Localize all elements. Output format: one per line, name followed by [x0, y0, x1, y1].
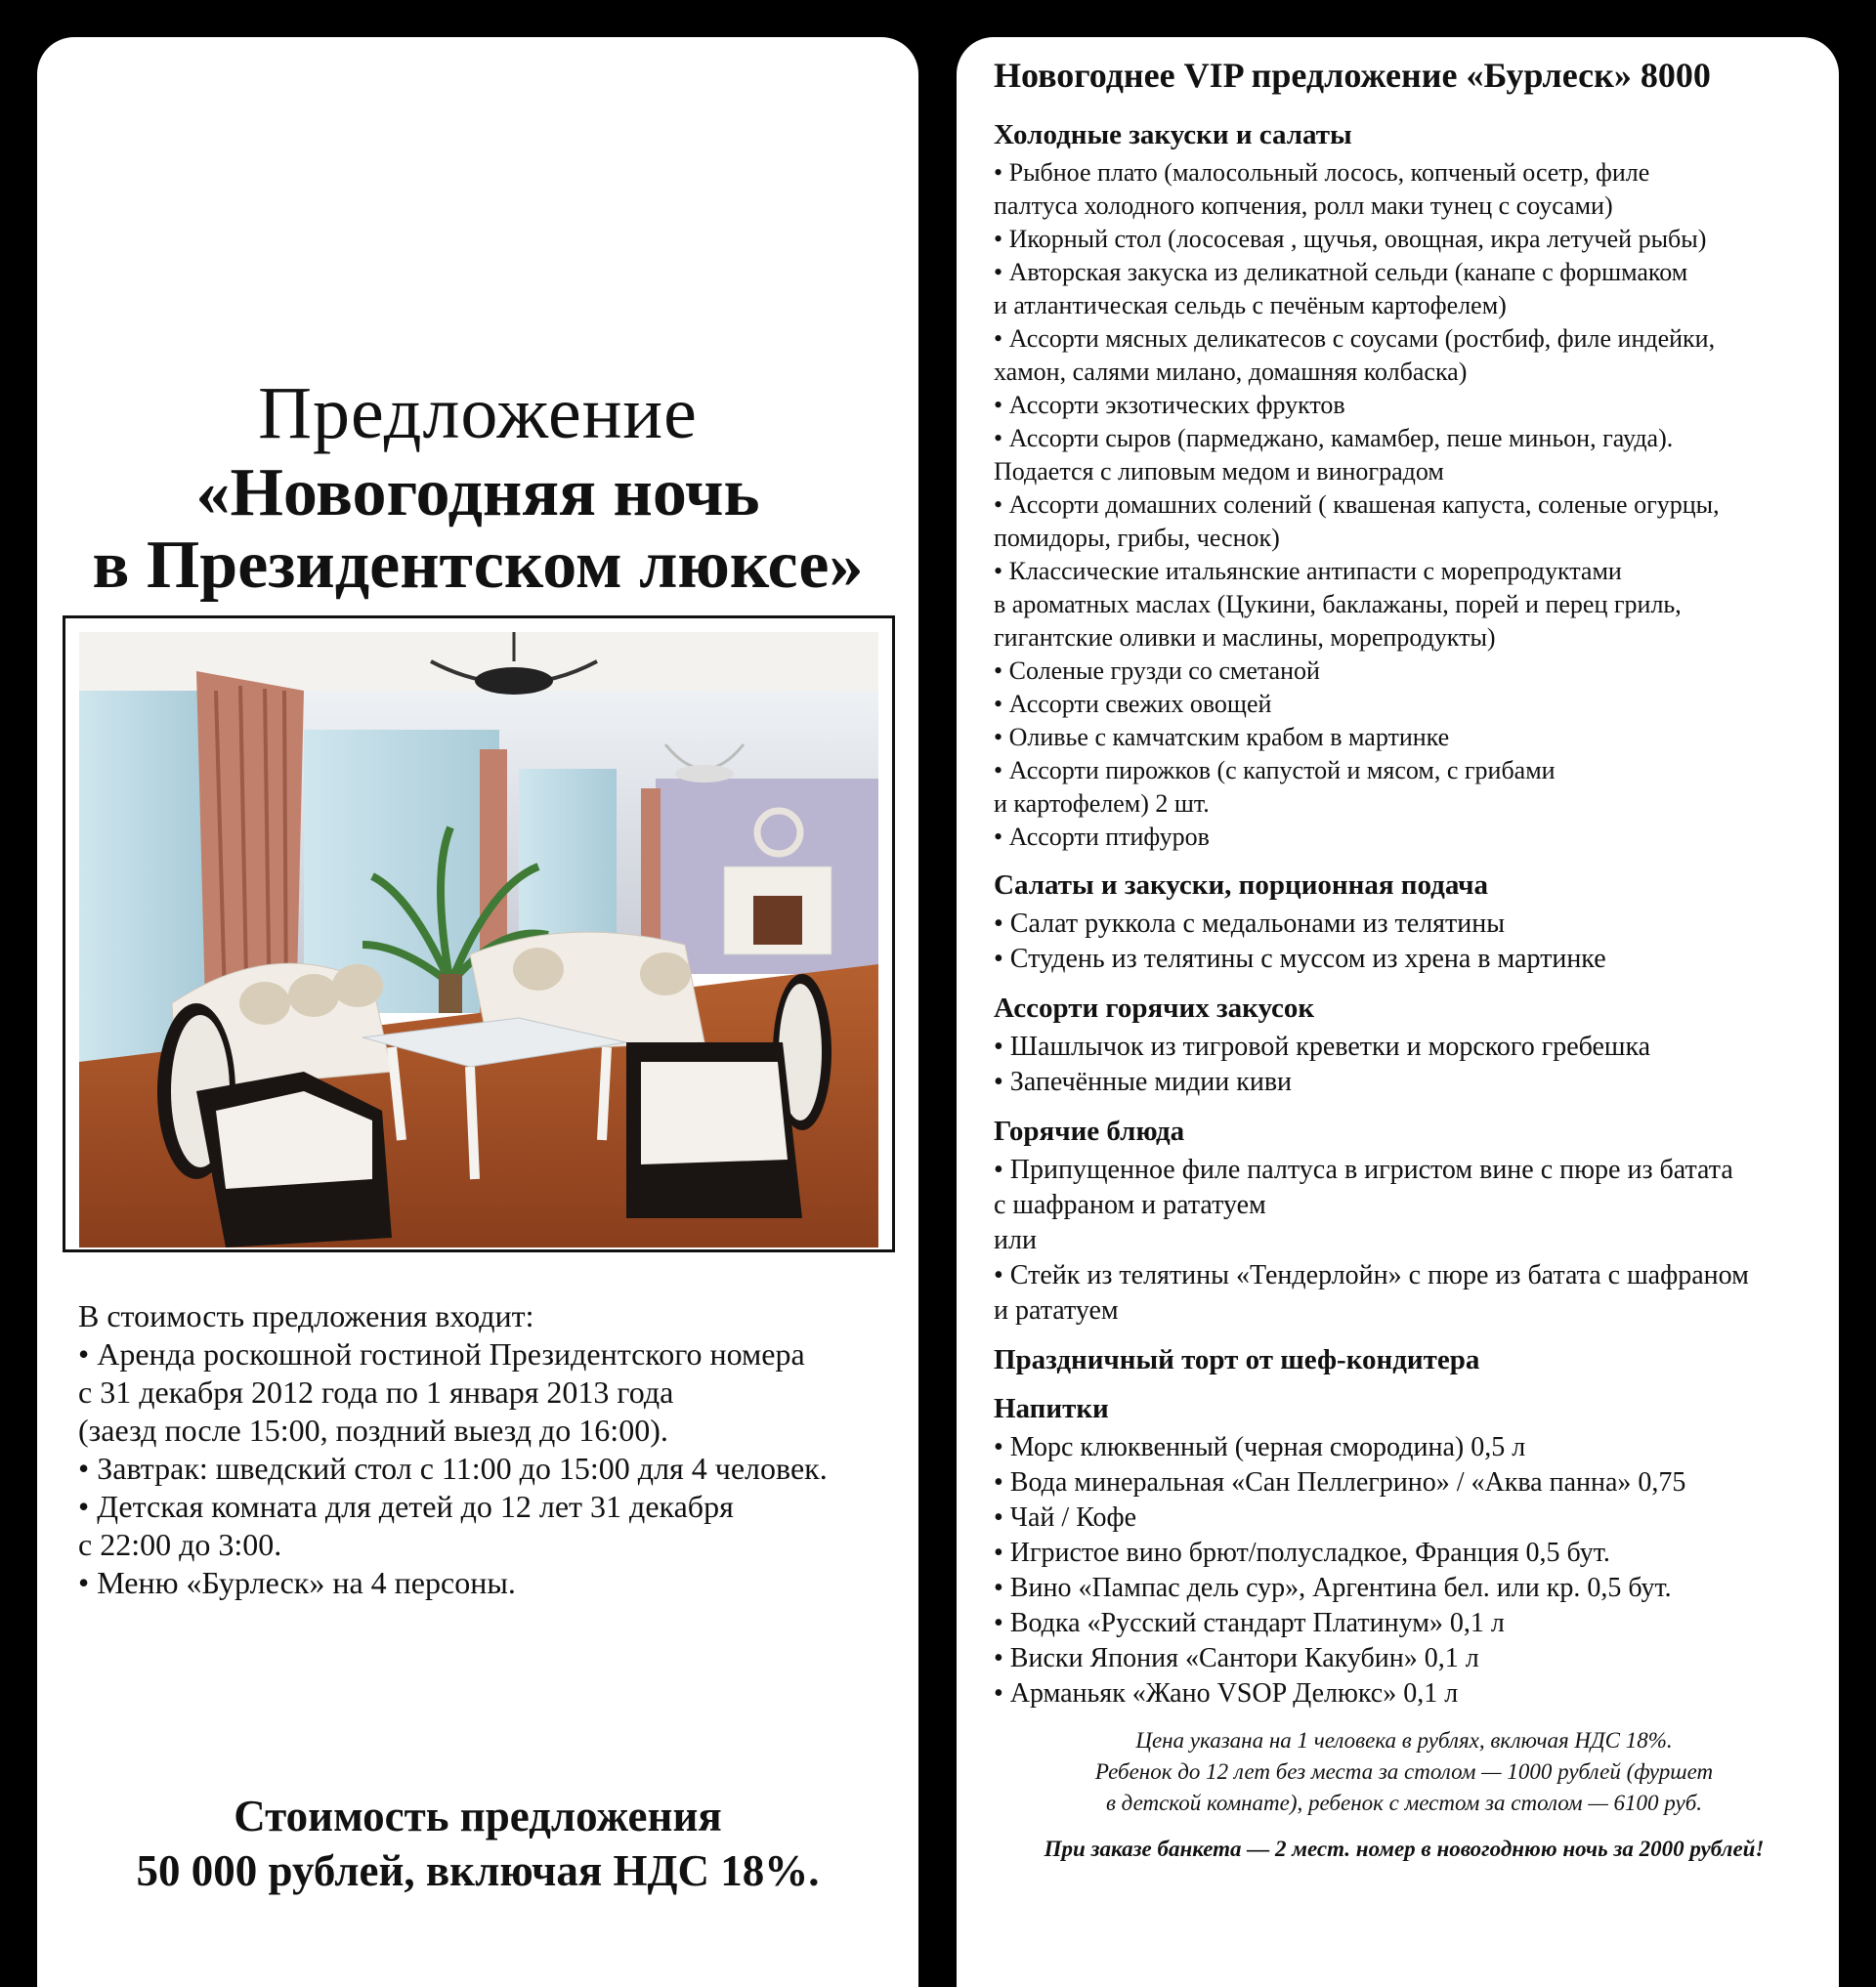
footnote-line: Цена указана на 1 человека в рублях, включая НДС 18%. — [1135, 1728, 1673, 1753]
menu-item: • Студень из телятины с муссом из хрена в мартинке — [994, 944, 1606, 974]
includes-line: с 31 декабря 2012 года по 1 января 2013 года — [78, 1374, 674, 1410]
menu-item: • Запечённые мидии киви — [994, 1067, 1293, 1097]
menu-section-cake — [994, 1342, 1814, 1377]
menu-item: • Ассорти домашних солений ( квашеная капуста, соленые огурцы, — [994, 490, 1720, 519]
menu-section-drinks — [994, 1391, 1814, 1712]
menu-item: • Игристое вино брют/полусладкое, Франция 0,5 бут. — [994, 1538, 1610, 1568]
menu-item: Подается с липовым медом и виноградом — [994, 457, 1444, 486]
offer-includes — [78, 1297, 889, 1602]
section-heading: Салаты и закуски, порционная подача — [994, 869, 1489, 901]
offer-title — [37, 369, 918, 602]
menu-item: палтуса холодного копчения, ролл маки тунец с соусами) — [994, 191, 1613, 220]
includes-line: • Завтрак: шведский стол с 11:00 до 15:00 для 4 человек. — [78, 1451, 828, 1486]
menu-item: • Морс клюквенный (черная смородина) 0,5 л — [994, 1432, 1526, 1462]
menu-title: Новогоднее VIP предложение «Бурлеск» 8000 — [994, 56, 1711, 95]
menu-item: • Соленые грузди со сметаной — [994, 656, 1320, 685]
menu-item: • Шашлычок из тигровой креветки и морского гребешка — [994, 1032, 1651, 1062]
suite-photo — [79, 632, 878, 1247]
section-heading: Напитки — [994, 1393, 1109, 1424]
offer-title-line-2: «Новогодняя ночь — [195, 455, 760, 530]
menu-item: помидоры, грибы, чеснок) — [994, 524, 1280, 552]
includes-line: В стоимость предложения входит: — [78, 1298, 534, 1333]
section-heading: Холодные закуски и салаты — [994, 119, 1352, 150]
menu-section-cold-starters — [994, 117, 1814, 854]
includes-line: • Детская комната для детей до 12 лет 31 декабря — [78, 1489, 734, 1524]
menu-item: • Вода минеральная «Сан Пеллегрино» / «Аква панна» 0,75 — [994, 1467, 1686, 1498]
menu-item: хамон, салями милано, домашняя колбаска) — [994, 358, 1468, 386]
right-panel — [957, 37, 1839, 1987]
menu-item: • Классические итальянские антипасти с морепродуктами — [994, 557, 1622, 585]
price-line-2: 50 000 рублей, включая НДС 18%. — [136, 1846, 820, 1895]
price-footnote — [994, 1725, 1814, 1819]
menu-item: • Ассорти экзотических фруктов — [994, 391, 1345, 419]
banquet-note: При заказе банкета — 2 мест. номер в новогоднюю ночь за 2000 рублей! — [1044, 1837, 1765, 1861]
price-line-1: Стоимость предложения — [234, 1792, 722, 1840]
footnote-line: Ребенок до 12 лет без места за столом — 1000 рублей (фуршет — [1094, 1759, 1714, 1784]
menu-item: • Ассорти мясных деликатесов с соусами (ростбиф, филе индейки, — [994, 324, 1716, 353]
menu-item: • Арманьяк «Жано VSOP Делюкс» 0,1 л — [994, 1678, 1459, 1709]
menu-item: в ароматных маслах (Цукини, баклажаны, порей и перец гриль, — [994, 590, 1682, 618]
menu-item: и картофелем) 2 шт. — [994, 789, 1210, 818]
menu-item: • Ассорти пирожков (с капустой и мясом, с грибами — [994, 756, 1556, 784]
section-heading: Горячие блюда — [994, 1116, 1185, 1147]
menu-item: • Икорный стол (лососевая , щучья, овощная, икра летучей рыбы) — [994, 225, 1707, 253]
menu-item: • Вино «Пампас дель сур», Аргентина бел. или кр. 0,5 бут. — [994, 1573, 1672, 1603]
menu-section-hot-dishes — [994, 1114, 1814, 1329]
menu-item: • Салат руккола с медальонами из телятины — [994, 909, 1506, 939]
menu-item: гигантские оливки и маслины, морепродукты) — [994, 623, 1496, 652]
menu-item: • Ассорти сыров (пармеджано, камамбер, пеше миньон, гауда). — [994, 424, 1674, 452]
menu-item: • Ассорти свежих овощей — [994, 690, 1272, 718]
menu-item: или — [994, 1225, 1037, 1255]
menu-item: • Стейк из телятины «Тендерлойн» с пюре из батата с шафраном — [994, 1260, 1749, 1290]
suite-photo-frame — [63, 615, 895, 1252]
menu-item: • Ассорти птифуров — [994, 823, 1210, 851]
menu-item: и атлантическая сельдь с печёным картофелем) — [994, 291, 1507, 319]
offer-price — [37, 1789, 918, 1898]
offer-title-line-3: в Президентском люксе» — [92, 528, 864, 603]
menu-item: и рататуем — [994, 1295, 1119, 1326]
menu-item: • Чай / Кофе — [994, 1502, 1137, 1533]
menu-item: с шафраном и рататуем — [994, 1190, 1266, 1220]
menu-item: • Припущенное филе палтуса в игристом вине с пюре из батата — [994, 1155, 1733, 1185]
menu-item: • Авторская закуска из деликатной сельди (канапе с форшмаком — [994, 258, 1688, 286]
includes-line: • Аренда роскошной гостиной Президентского номера — [78, 1336, 805, 1372]
offer-title-line-1: Предложение — [258, 372, 698, 454]
menu-section-hot-starters — [994, 991, 1814, 1100]
left-panel — [37, 37, 918, 1987]
menu-item: • Рыбное плато (малосольный лосось, копченый осетр, филе — [994, 158, 1650, 187]
includes-line: • Меню «Бурлеск» на 4 персоны. — [78, 1565, 516, 1600]
menu-item: • Оливье с камчатским крабом в мартинке — [994, 723, 1450, 751]
section-heading: Праздничный торт от шеф-кондитера — [994, 1344, 1480, 1375]
menu-item: • Водка «Русский стандарт Платинум» 0,1 л — [994, 1608, 1505, 1638]
menu-body — [994, 117, 1814, 1862]
footnote-line: в детской комнате), ребенок с местом за столом — 6100 руб. — [1105, 1791, 1703, 1815]
includes-line: с 22:00 до 3:00. — [78, 1527, 282, 1562]
menu-item: • Виски Япония «Сантори Какубин» 0,1 л — [994, 1643, 1479, 1673]
includes-line: (заезд после 15:00, поздний выезд до 16:00). — [78, 1413, 668, 1448]
menu-section-portioned-salads — [994, 867, 1814, 977]
section-heading: Ассорти горячих закусок — [994, 993, 1315, 1024]
